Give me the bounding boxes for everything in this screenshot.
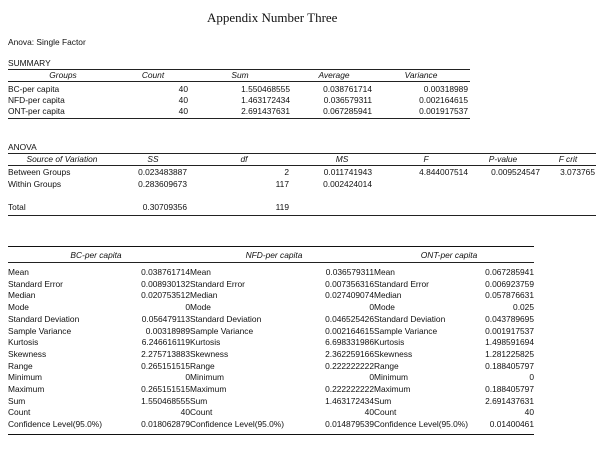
nfd-value: 1.463172434 bbox=[325, 395, 374, 406]
nfd-value: 0 bbox=[369, 372, 374, 383]
nfd-value: 2.362259166 bbox=[325, 348, 374, 359]
anova-header-rule bbox=[8, 165, 596, 166]
descriptive-header-rule bbox=[8, 262, 534, 263]
table-row bbox=[8, 279, 534, 291]
bc-value: 2.275713883 bbox=[141, 348, 190, 359]
anova-f: 4.844007514 bbox=[419, 167, 468, 177]
ont-value: 1.498591694 bbox=[485, 337, 534, 348]
bc-label: Sample Variance bbox=[8, 325, 72, 336]
summary-sum: 2.691437631 bbox=[241, 106, 290, 116]
nfd-label: Confidence Level(95.0%) bbox=[190, 419, 285, 430]
descriptive-table bbox=[8, 267, 534, 431]
nfd-label: Skewness bbox=[190, 348, 229, 359]
bc-label: Kurtosis bbox=[8, 337, 39, 348]
table-row bbox=[8, 290, 534, 302]
table-row bbox=[8, 407, 534, 419]
ont-label: Confidence Level(95.0%) bbox=[374, 419, 469, 430]
nfd-label: Range bbox=[190, 360, 215, 371]
anova-header-ss: SS bbox=[147, 154, 159, 164]
bc-value: 0.018062879 bbox=[141, 419, 190, 430]
bc-value: 1.550468555 bbox=[141, 395, 190, 406]
nfd-value: 0.222222222 bbox=[325, 384, 374, 395]
descriptive-table-body bbox=[8, 267, 534, 431]
ont-value: 0.025 bbox=[513, 302, 534, 313]
anova-header-fcrit: F crit bbox=[558, 154, 578, 164]
nfd-value: 0 bbox=[369, 302, 374, 313]
summary-heading: SUMMARY bbox=[8, 58, 51, 68]
nfd-label: Count bbox=[190, 407, 213, 418]
ont-value: 0.01400461 bbox=[489, 419, 534, 430]
table-row bbox=[8, 361, 534, 373]
nfd-value: 0.007356316 bbox=[325, 278, 374, 289]
ont-value: 0 bbox=[529, 372, 534, 383]
bc-value: 0.038761714 bbox=[141, 267, 190, 277]
ont-value: 0.188405797 bbox=[485, 360, 534, 371]
summary-bottom-rule bbox=[8, 118, 470, 119]
nfd-label: Minimum bbox=[190, 372, 224, 383]
table-row bbox=[8, 302, 534, 314]
ont-label: Skewness bbox=[374, 348, 413, 359]
nfd-value: 0.036579311 bbox=[325, 267, 374, 277]
nfd-label: Kurtosis bbox=[190, 337, 221, 348]
summary-header-average: Average bbox=[318, 70, 350, 80]
bc-value: 0.056479113 bbox=[141, 313, 190, 324]
descriptive-header-nfd: NFD-per capita bbox=[245, 250, 303, 260]
ont-label: Maximum bbox=[374, 384, 411, 395]
summary-count: 40 bbox=[178, 106, 188, 116]
ont-label: Mode bbox=[374, 302, 395, 313]
table-row bbox=[8, 419, 534, 431]
anova-ss: 0.023483887 bbox=[138, 167, 187, 177]
page-title: Appendix Number Three bbox=[207, 10, 338, 25]
ont-value: 40 bbox=[524, 407, 534, 418]
summary-count: 40 bbox=[178, 84, 188, 94]
nfd-label: Standard Error bbox=[190, 278, 245, 289]
anova-ms: 0.011741943 bbox=[323, 167, 372, 177]
ont-value: 0.001917537 bbox=[485, 325, 534, 336]
nfd-label: Maximum bbox=[190, 384, 227, 395]
descriptive-header-ont: ONT-per capita bbox=[420, 250, 478, 260]
anova-fcrit: 3.073765 bbox=[560, 167, 595, 177]
nfd-value: 0.046525426 bbox=[325, 313, 374, 324]
summary-group-label: ONT-per capita bbox=[8, 106, 65, 116]
nfd-label: Standard Deviation bbox=[190, 313, 262, 324]
ont-label: Standard Error bbox=[374, 278, 429, 289]
bc-label: Confidence Level(95.0%) bbox=[8, 419, 103, 430]
nfd-value: 0.014879539 bbox=[325, 419, 374, 430]
summary-group-label: NFD-per capita bbox=[8, 95, 65, 105]
ont-value: 0.067285941 bbox=[485, 267, 534, 277]
ont-value: 2.691437631 bbox=[485, 395, 534, 406]
anova-total-label: Total bbox=[8, 202, 26, 212]
ont-label: Sample Variance bbox=[374, 325, 438, 336]
nfd-value: 40 bbox=[364, 407, 374, 418]
bc-label: Count bbox=[8, 407, 31, 418]
anova-pvalue: 0.009524547 bbox=[491, 167, 540, 177]
ont-label: Range bbox=[374, 360, 399, 371]
descriptive-top-rule bbox=[8, 246, 534, 247]
anova-ms: 0.002424014 bbox=[323, 179, 372, 189]
bc-value: 0.00318989 bbox=[145, 325, 190, 336]
nfd-value: 0.002164615 bbox=[325, 325, 374, 336]
bc-value: 0 bbox=[185, 372, 190, 383]
anova-header-source: Source of Variation bbox=[26, 154, 98, 164]
summary-average: 0.038761714 bbox=[323, 84, 372, 94]
ont-value: 0.006923759 bbox=[485, 278, 534, 289]
anova-df: 117 bbox=[275, 179, 289, 189]
table-row bbox=[8, 267, 534, 279]
anova-header-f: F bbox=[423, 154, 429, 164]
nfd-value: 0.027409074 bbox=[325, 290, 374, 301]
nfd-label: Sample Variance bbox=[190, 325, 254, 336]
ont-value: 0.188405797 bbox=[485, 384, 534, 395]
anova-header-df: df bbox=[240, 154, 248, 164]
table-row bbox=[8, 314, 534, 326]
summary-count: 40 bbox=[178, 95, 188, 105]
bc-label: Sum bbox=[8, 395, 26, 406]
nfd-label: Mean bbox=[190, 267, 211, 277]
ont-label: Minimum bbox=[374, 372, 408, 383]
bc-value: 0.020753512 bbox=[141, 290, 190, 301]
table-row bbox=[8, 396, 534, 408]
analysis-title: Anova: Single Factor bbox=[8, 37, 86, 47]
ont-label: Median bbox=[374, 290, 402, 301]
anova-source-label: Within Groups bbox=[8, 179, 62, 189]
summary-header-groups: Groups bbox=[49, 70, 77, 80]
ont-label: Mean bbox=[374, 267, 395, 277]
summary-variance: 0.001917537 bbox=[419, 106, 468, 116]
bc-label: Minimum bbox=[8, 372, 42, 383]
bc-label: Mode bbox=[8, 302, 29, 313]
summary-header-variance: Variance bbox=[404, 70, 438, 80]
summary-variance: 0.00318989 bbox=[423, 84, 468, 94]
bc-label: Skewness bbox=[8, 348, 47, 359]
table-row bbox=[8, 349, 534, 361]
ont-value: 1.281225825 bbox=[485, 348, 534, 359]
bc-value: 6.246616119 bbox=[141, 337, 190, 348]
summary-average: 0.067285941 bbox=[323, 106, 372, 116]
bc-label: Standard Error bbox=[8, 278, 63, 289]
bc-label: Maximum bbox=[8, 384, 45, 395]
anova-total-ss: 0.30709356 bbox=[142, 202, 187, 212]
summary-group-label: BC-per capita bbox=[8, 84, 60, 94]
summary-sum: 1.550468555 bbox=[241, 84, 290, 94]
bc-label: Mean bbox=[8, 267, 29, 277]
bc-value: 0.008930132 bbox=[141, 278, 190, 289]
nfd-value: 6.698331986 bbox=[325, 337, 374, 348]
summary-header-sum: Sum bbox=[231, 70, 249, 80]
anova-total-df: 119 bbox=[275, 202, 289, 212]
bc-label: Range bbox=[8, 360, 33, 371]
summary-variance: 0.002164615 bbox=[419, 95, 468, 105]
bc-value: 0.265151515 bbox=[141, 360, 190, 371]
table-row bbox=[8, 384, 534, 396]
table-row bbox=[8, 326, 534, 338]
summary-header-rule bbox=[8, 81, 470, 82]
anova-heading: ANOVA bbox=[8, 142, 37, 152]
ont-label: Standard Deviation bbox=[374, 313, 446, 324]
nfd-value: 0.222222222 bbox=[325, 360, 374, 371]
descriptive-header-bc: BC-per capita bbox=[70, 250, 122, 260]
anova-df: 2 bbox=[284, 167, 289, 177]
summary-header-count: Count bbox=[141, 70, 165, 80]
descriptive-bottom-rule bbox=[8, 434, 534, 435]
anova-source-label: Between Groups bbox=[8, 167, 71, 177]
summary-sum: 1.463172434 bbox=[241, 95, 290, 105]
ont-value: 0.043789695 bbox=[485, 313, 534, 324]
bc-value: 0.265151515 bbox=[141, 384, 190, 395]
nfd-label: Sum bbox=[190, 395, 208, 406]
ont-label: Kurtosis bbox=[374, 337, 405, 348]
anova-bottom-rule bbox=[8, 215, 596, 216]
summary-average: 0.036579311 bbox=[323, 95, 372, 105]
anova-header-pvalue: P-value bbox=[488, 154, 518, 164]
bc-value: 40 bbox=[180, 407, 190, 418]
bc-label: Median bbox=[8, 290, 36, 301]
anova-header-ms: MS bbox=[335, 154, 349, 164]
table-row bbox=[8, 372, 534, 384]
anova-ss: 0.283609673 bbox=[138, 179, 187, 189]
bc-label: Standard Deviation bbox=[8, 313, 80, 324]
nfd-label: Median bbox=[190, 290, 218, 301]
ont-value: 0.057876631 bbox=[485, 290, 534, 301]
ont-label: Count bbox=[374, 407, 397, 418]
table-row bbox=[8, 337, 534, 349]
ont-label: Sum bbox=[374, 395, 392, 406]
bc-value: 0 bbox=[185, 302, 190, 313]
nfd-label: Mode bbox=[190, 302, 211, 313]
